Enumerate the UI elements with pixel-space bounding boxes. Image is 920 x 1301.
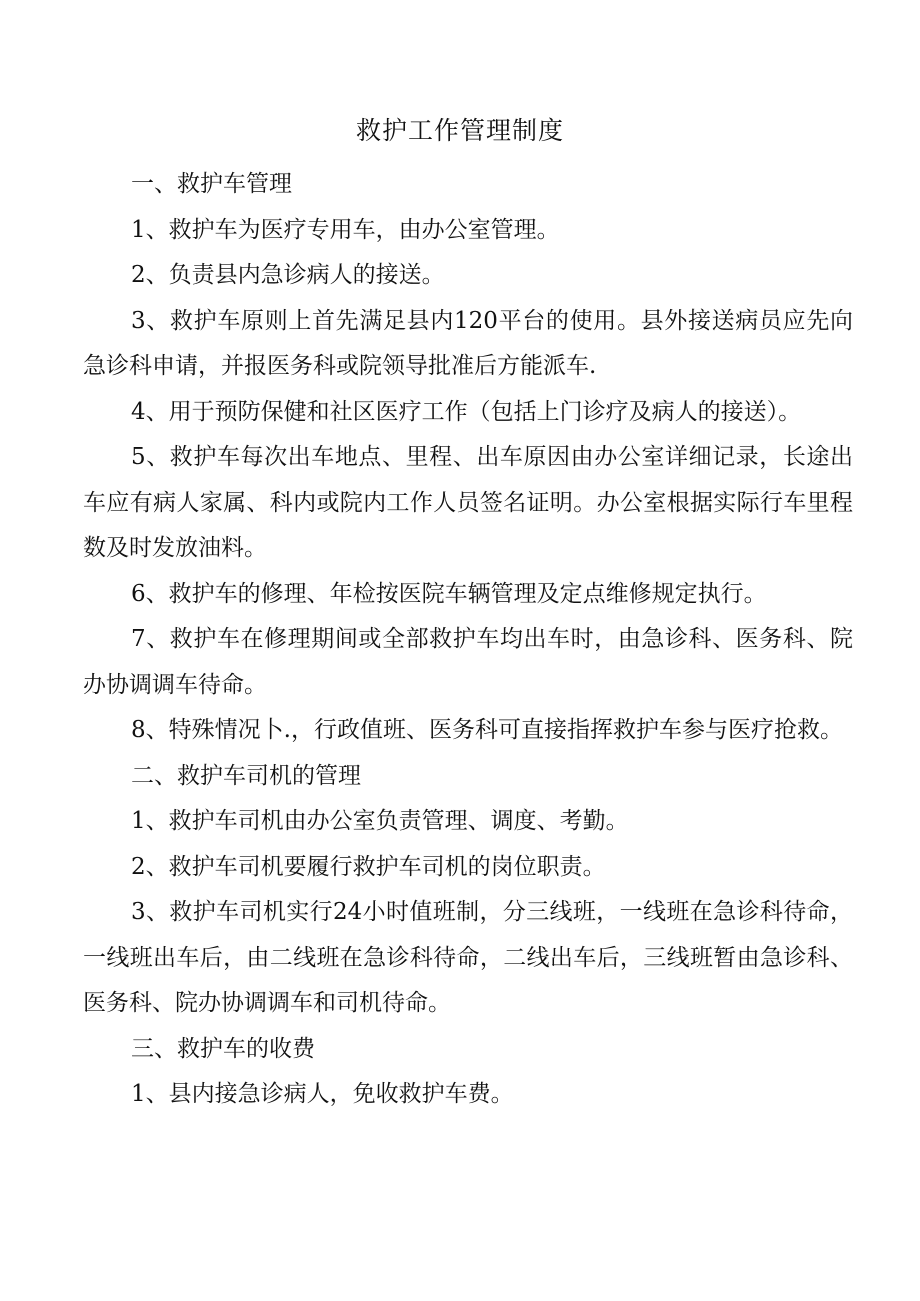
section-heading-driver-management: 二、救护车司机的管理 bbox=[131, 762, 361, 789]
paragraph-item: 1、县内接急诊病人，免收救护车费。 bbox=[131, 1081, 514, 1107]
document-body bbox=[83, 162, 853, 1118]
paragraph-item: 6、救护车的修理、年检按医院车辆管理及定点维修规定执行。 bbox=[131, 580, 767, 607]
paragraph-item: 3、救护车司机实行24小时值班制，分三线班，一线班在急诊科待命，一线班出车后，由二线班在急诊科待命，二线出车后，三线班暂由急诊科、医务科、院办协调调车和司机待命。 bbox=[83, 899, 853, 1016]
paragraph-item: 1、救护车为医疗专用车，由办公室管理。 bbox=[131, 216, 560, 243]
paragraph-item: 3、救护车原则上首先满足县内120平台的使用。县外接送病员应先向急诊科申请，并报医务科或院领导批准后方能派车. bbox=[83, 307, 853, 379]
paragraph-item: 1、救护车司机由办公室负责管理、调度、考勤。 bbox=[131, 808, 629, 834]
paragraph-item: 4、用于预防保健和社区医疗工作（包括上门诊疗及病人的接送）。 bbox=[131, 398, 802, 425]
section-heading-ambulance-management: 一、救护车管理 bbox=[131, 171, 292, 197]
paragraph-item: 5、救护车每次出车地点、里程、出车原因由办公室详细记录，长途出车应有病人家属、科内或院内工作人员签名证明。办公室根据实际行车里程数及时发放油料。 bbox=[83, 444, 853, 561]
paragraph-item: 7、救护车在修理期间或全部救护车均出车时，由急诊科、医务科、院办协调调车待命。 bbox=[83, 626, 853, 698]
document-title: 救护工作管理制度 bbox=[355, 116, 564, 145]
paragraph-item: 2、救护车司机要履行救护车司机的岗位职责。 bbox=[131, 853, 606, 880]
paragraph-item: 2、负责县内急诊病人的接送。 bbox=[131, 262, 445, 288]
section-heading-ambulance-fees: 三、救护车的收费 bbox=[131, 1035, 315, 1062]
paragraph-item: 8、特殊情况卜.，行政值班、医务科可直接指挥救护车参与医疗抢救。 bbox=[131, 717, 843, 743]
